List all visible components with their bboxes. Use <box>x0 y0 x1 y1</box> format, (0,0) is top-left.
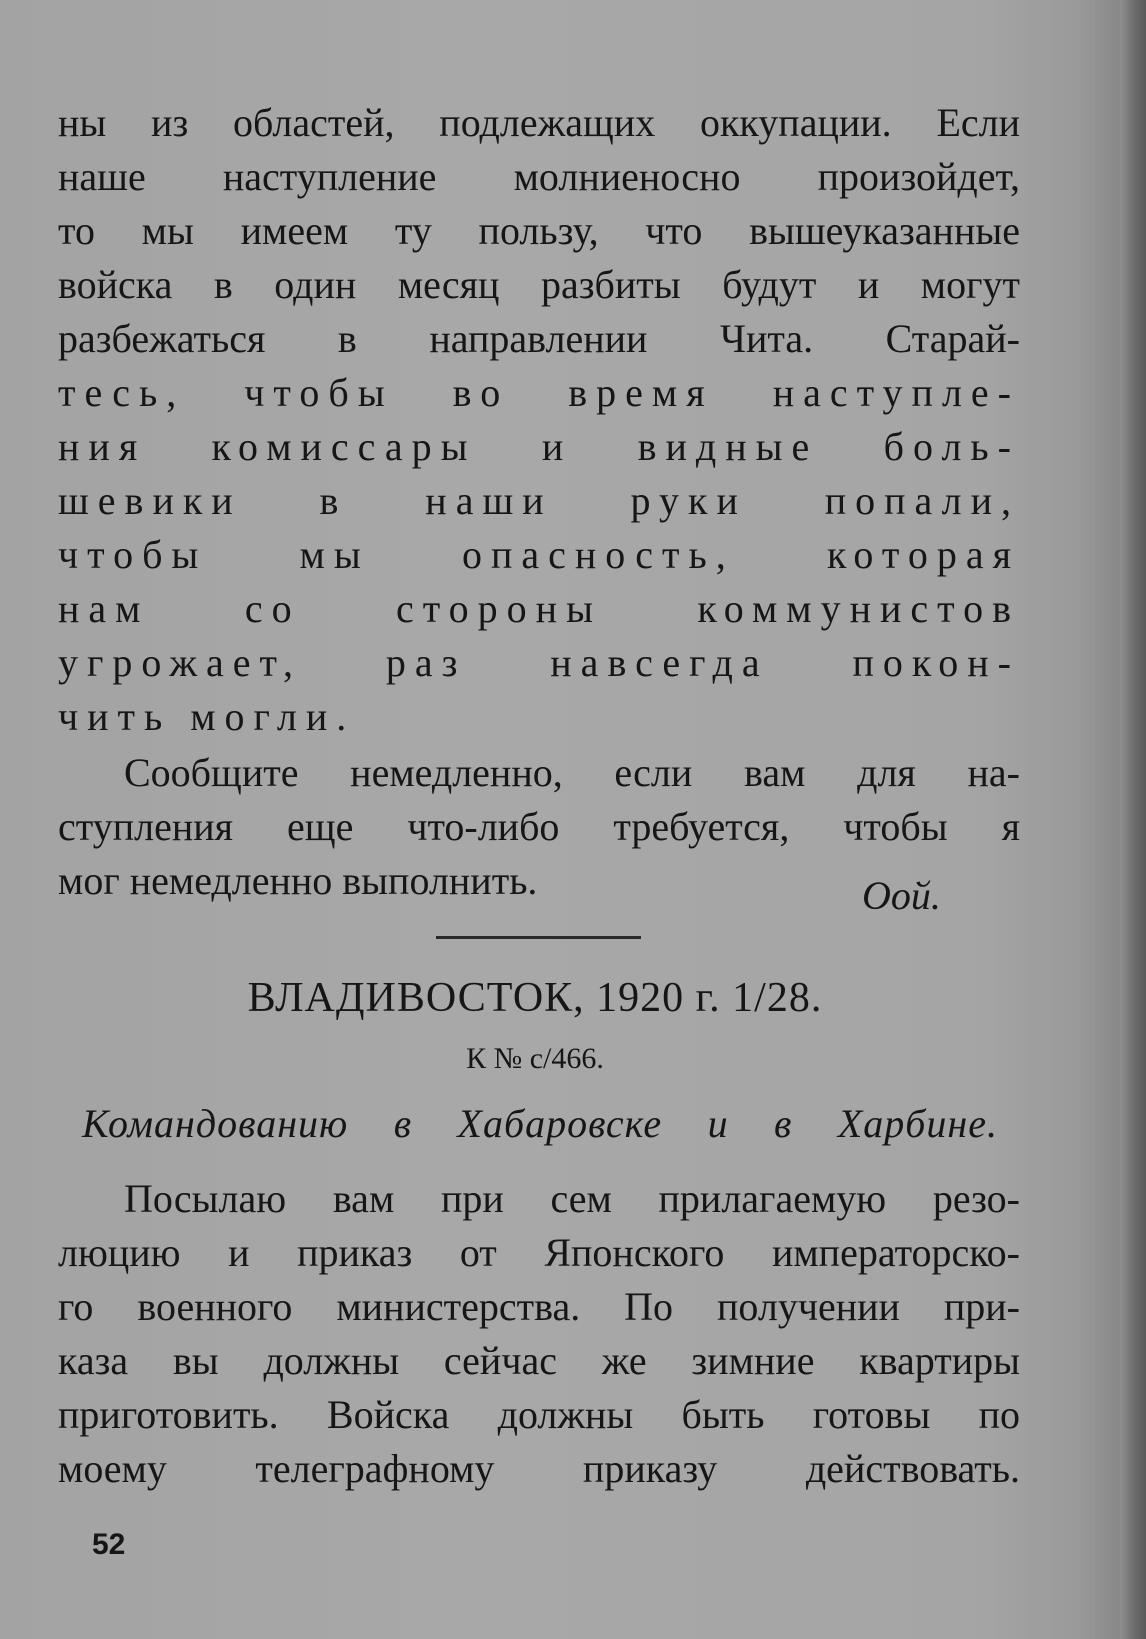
text-line: каза вы должны сейчас же зимние квартиры <box>58 1338 1020 1383</box>
text-line: Посылаю вам при сем прилагаемую резо- <box>124 1176 1020 1221</box>
text-line: Сообщите немедленно, если вам для на- <box>124 750 1020 795</box>
text-line: ния комиссары и видные боль- <box>58 424 1020 469</box>
reference-number: К № с/466. <box>466 1042 604 1075</box>
section-divider <box>436 936 641 939</box>
text-line: наше наступление молниеносно произойдет, <box>58 154 1020 199</box>
text-line: чить могли. <box>58 694 356 739</box>
text-line: ны из областей, подлежащих оккупации. Если <box>58 100 1020 145</box>
text-line: разбежаться в направлении Чита. Старай- <box>58 316 1020 361</box>
text-line: моему телеграфному приказу действовать. <box>58 1446 1020 1491</box>
text-line: тесь, чтобы во время наступле- <box>58 370 1020 415</box>
text-line: нам со стороны коммунистов <box>58 586 1020 631</box>
text-line: приготовить. Войска должны быть готовы по <box>58 1392 1020 1437</box>
text-line: мог немедленно выполнить. <box>58 858 538 903</box>
text-line: шевики в наши руки попали, <box>58 478 1020 523</box>
book-spine-shadow <box>1120 0 1146 1639</box>
addressee-line: Командованию в Хабаровске и в Харбине. <box>82 1101 998 1146</box>
document-heading: ВЛАДИВОСТОК, 1920 г. 1/28. <box>247 975 823 1021</box>
text-line: го военного министерства. По получении при- <box>58 1284 1020 1329</box>
order-paragraph <box>58 1172 1020 1496</box>
text-line: ступления еще что-либо требуется, чтобы я <box>58 804 1020 849</box>
signature: Оой. <box>862 873 941 918</box>
text-line: войска в один месяц разбиты будут и могут <box>58 262 1020 307</box>
page-number: 52 <box>92 1528 126 1561</box>
text-line: чтобы мы опасность, которая <box>58 532 1020 577</box>
text-line: люцию и приказ от Японского императорско- <box>58 1230 1020 1275</box>
letter-body-paragraph <box>58 96 1020 744</box>
text-line: угрожает, раз навсегда покон- <box>58 640 1020 685</box>
text-line: то мы имеем ту пользу, что вышеуказанные <box>58 208 1020 253</box>
